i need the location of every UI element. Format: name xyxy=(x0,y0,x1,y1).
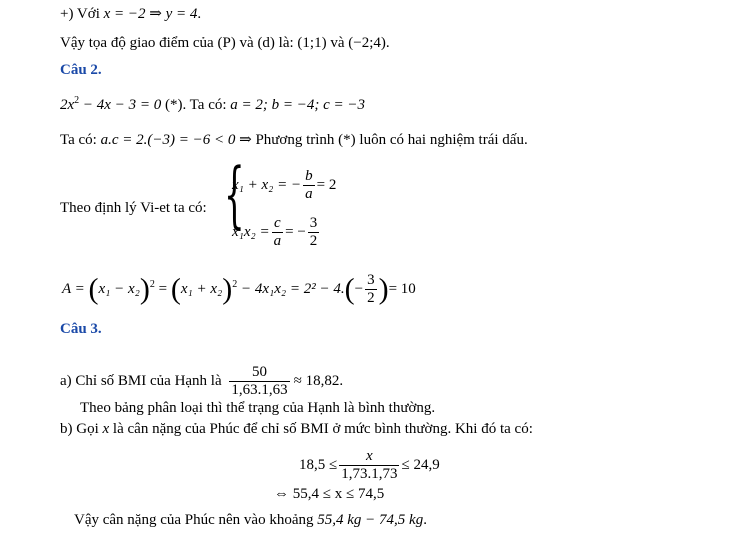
equation-quadratic: $2x^2 - 4x - 3 = 0$ (*). Ta có: a = 2; b = −4; c = −3 xyxy=(60,95,366,113)
line-product-ac: Ta có: a.c = 2.(−3) = −6 < 0 ⇒ Phương trình (*) luôn có hai nghiệm trái dấu. xyxy=(60,132,528,148)
conclusion: Vậy cân nặng của Phúc nên vào khoảng 55,4 kg − 74,5 kg. xyxy=(74,512,427,528)
vieta-label: Theo định lý Vi-et ta có: xyxy=(60,200,207,216)
part-b-intro: b) Gọi x là cân nặng của Phúc để chỉ số BMI ở mức bình thường. Khi đó ta có: xyxy=(60,421,533,437)
vieta-row-product: x₁x₂ = $\frac{c}{a}$ = − $\frac{3}{2}$ xyxy=(232,215,318,249)
vieta-brace: { xyxy=(224,152,245,236)
line-intersection: Vậy tọa độ giao điểm của (P) và (d) là: (1;1) và (−2;4). xyxy=(60,35,390,51)
weight-range: ⇔ 55,4 ≤ x ≤ 74,5 xyxy=(274,486,385,502)
expression-A: $A = (x_1 - x_2)^2 = (x_1 + x_2)^2 - 4x_1x_2 = 2^2 - 4.(-$ $\frac{3}{2}$ )= 10 xyxy=(62,272,416,306)
heading-cau-2: Câu 2. xyxy=(60,62,102,78)
line-x-case: +) Với x = −2 ⇒ y = 4. xyxy=(60,6,202,22)
bmi-inequality: 18,5 ≤ $\frac{x}{1,73.1,73}$ ≤ 24,9 xyxy=(299,448,440,482)
vieta-row-sum: x₁ + x₂ = − $\frac{b}{a}$ = 2 xyxy=(232,168,337,202)
heading-cau-3: Câu 3. xyxy=(60,321,102,337)
bmi-hanh: a) Chỉ số BMI của Hạnh là $\frac{50}{1,63.1,63}$ ≈ 18,82. xyxy=(60,364,344,398)
bmi-note: Theo bảng phân loại thì thể trạng của Hạnh là bình thường. xyxy=(80,400,436,416)
